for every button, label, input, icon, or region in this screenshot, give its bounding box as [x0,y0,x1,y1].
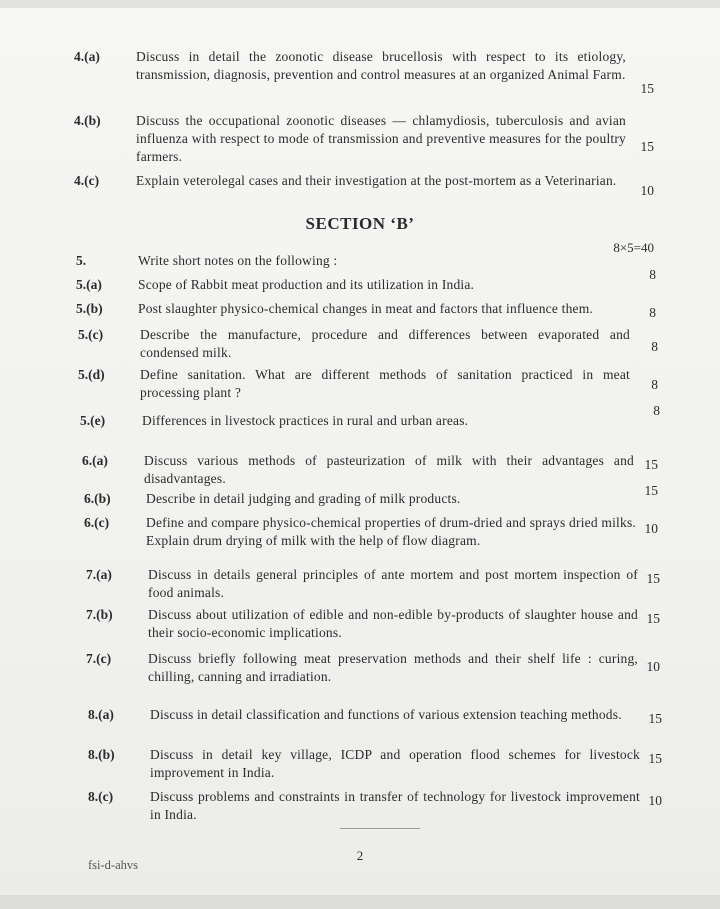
question-marks: 15 [648,711,662,726]
question-text: Differences in livestock practices in rural and urban areas. [142,413,469,428]
question-5e [80,403,660,432]
question-5c [78,326,658,366]
question-7c [86,650,660,690]
section-total-marks: 8×5=40 [613,240,654,255]
end-rule-divider [340,828,420,829]
question-text: Describe the manufacture, procedure and differences between evaporated and condensed milk. [140,327,630,360]
question-6c [84,514,658,554]
scan-edge-top [0,0,720,8]
question-text: Discuss the occupational zoonotic diseases — chlamydiosis, tuberculosis and avian influenza with respect to mode of transmission and preventive measures for the poultry farmers. [136,113,626,164]
question-text: Write short notes on the following : [138,253,338,268]
question-5 [76,252,656,272]
question-number: 5.(a) [76,277,102,292]
question-6b [84,483,658,510]
question-text: Discuss in details general principles of ante mortem and post mortem inspection of food animals. [148,567,638,600]
question-text: Discuss various methods of pasteurization of milk with their advantages and disadvantages. [144,453,634,486]
question-number: 7.(c) [86,651,112,666]
question-text: Discuss about utilization of edible and non-edible by-products of slaughter house and their socio-economic implications. [148,607,638,640]
question-number: 7.(a) [86,567,112,582]
question-number: 8.(b) [88,747,115,762]
question-marks: 10 [648,793,662,808]
question-marks: 15 [646,611,660,626]
question-text: Describe in detail judging and grading of milk products. [146,491,461,506]
question-number: 4.(a) [74,49,100,64]
question-5d [78,366,658,406]
question-text: Discuss in detail key village, ICDP and operation flood schemes for livestock improvement in India. [150,747,640,780]
question-text: Define and compare physico-chemical properties of drum-dried and sprays dried milks. Explain drum drying of milk with the help of flow diagram. [146,515,636,548]
footer-paper-code: fsi-d-ahvs [88,858,138,872]
question-number: 4.(c) [74,173,100,188]
scan-edge-bottom [0,895,720,909]
question-number: 4.(b) [74,113,101,128]
question-marks: 8 [651,377,658,392]
question-number: 6.(a) [82,453,108,468]
question-marks: 10 [646,659,660,674]
question-marks: 8 [651,339,658,354]
question-number: 8.(c) [88,789,114,804]
question-7a [86,566,660,606]
question-8a [88,706,662,746]
question-number: 5.(b) [76,301,103,316]
question-number: 6.(c) [84,515,110,530]
question-marks: 15 [644,483,658,498]
question-marks: 15 [646,571,660,586]
question-number: 8.(a) [88,707,114,722]
question-marks: 15 [640,81,654,96]
question-text: Explain veterolegal cases and their investigation at the post-mortem as a Veterinarian. [136,173,617,188]
question-number: 5. [76,253,87,268]
question-number: 5.(d) [78,367,105,382]
question-marks: 10 [640,183,654,198]
question-marks: 10 [644,521,658,536]
page-number: 2 [356,848,364,863]
question-4b [74,112,654,172]
question-text: Define sanitation. What are different methods of sanitation practiced in meat processing plant ? [140,367,630,400]
question-6a [82,452,658,492]
question-text: Discuss in detail classification and functions of various extension teaching methods. [150,707,622,722]
question-4a [74,48,654,108]
question-number: 6.(b) [84,491,111,506]
question-8b [88,746,662,786]
question-number: 5.(c) [78,327,104,342]
question-marks: 8 [649,305,656,320]
question-text: Discuss in detail the zoonotic disease brucellosis with respect to its etiology, transmission, diagnosis, prevention and control measures at an organized Animal Farm. [136,49,626,82]
question-marks: 15 [648,751,662,766]
question-number: 7.(b) [86,607,113,622]
question-text: Discuss briefly following meat preservation methods and their shelf life : curing, chilling, canning and irradiation. [148,651,638,684]
question-text: Post slaughter physico-chemical changes in meat and factors that influence them. [138,301,593,316]
question-4c [74,172,654,212]
question-5a [76,267,656,296]
question-text: Discuss problems and constraints in transfer of technology for livestock improvement in India. [150,789,640,822]
question-marks: 8 [653,403,660,418]
question-7b [86,606,660,646]
question-8c [88,788,662,828]
question-marks: 8 [649,267,656,282]
question-number: 5.(e) [80,413,106,428]
question-marks: 15 [640,139,654,154]
question-text: Scope of Rabbit meat production and its utilization in India. [138,277,475,292]
question-marks: 15 [644,457,658,472]
section-title: SECTION ‘B’ [305,214,415,233]
